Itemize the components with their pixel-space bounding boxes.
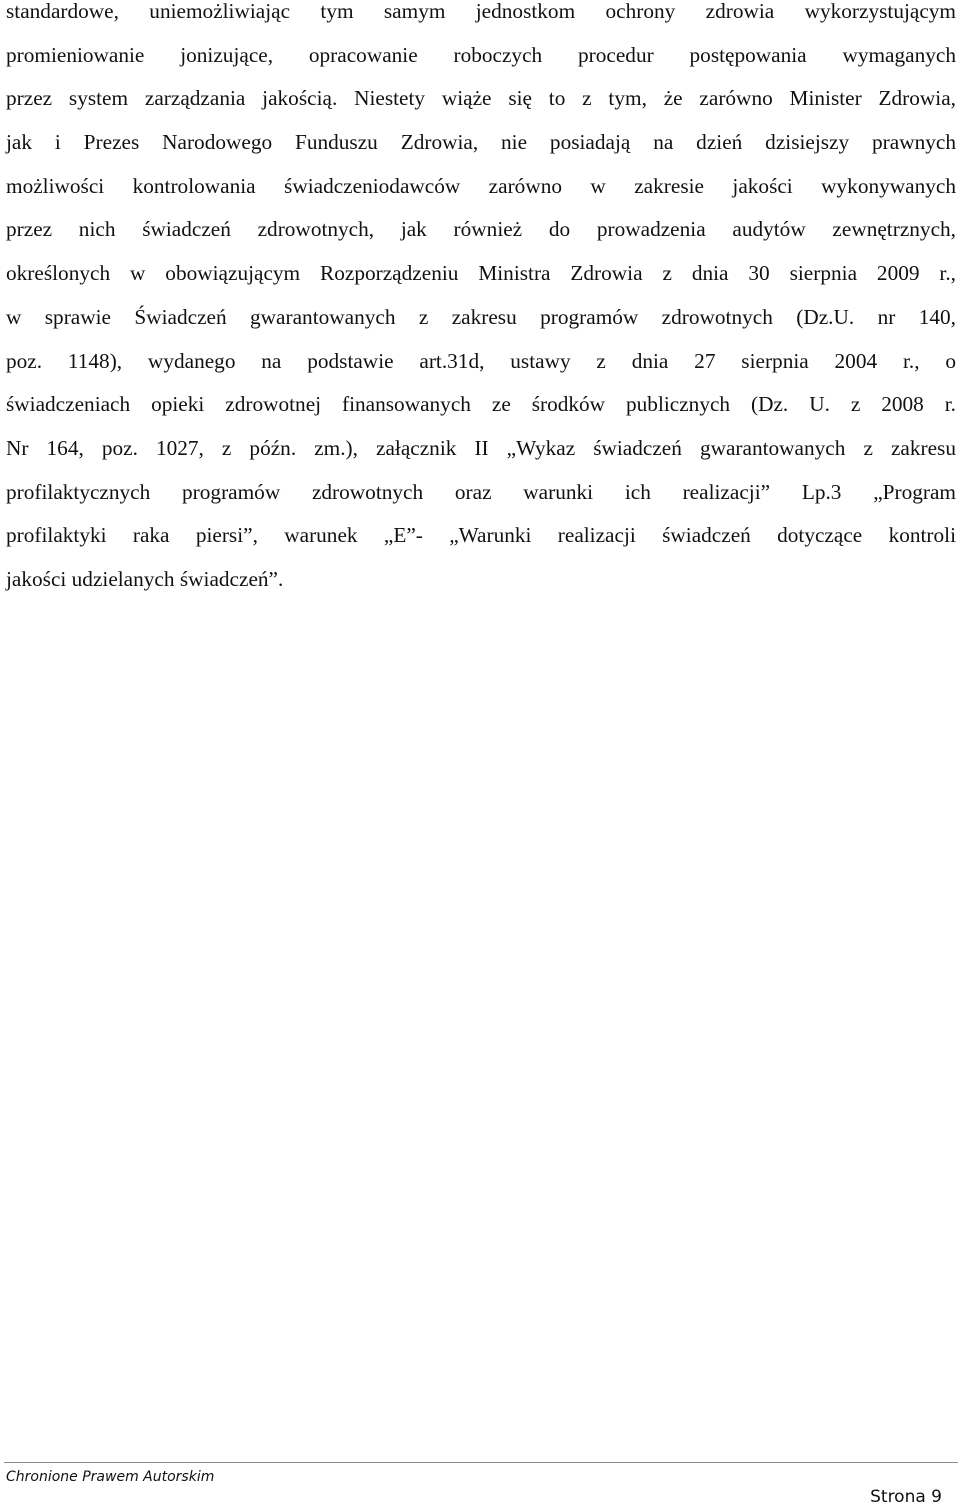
footer-divider [4, 1462, 958, 1463]
paragraph-line: przez nich świadczeń zdrowotnych, jak również do prowadzenia audytów zewnętrznych, [6, 217, 956, 242]
paragraph-line: w sprawie Świadczeń gwarantowanych z zakresu programów zdrowotnych (Dz.U. nr 140, [6, 304, 956, 329]
paragraph-line: możliwości kontrolowania świadczeniodawców zarówno w zakresie jakości wykonywanych [6, 173, 956, 198]
paragraph-line: profilaktycznych programów zdrowotnych oraz warunki ich realizacji” Lp.3 „Program [6, 479, 956, 504]
paragraph-line: poz. 1148), wydanego na podstawie art.31d, ustawy z dnia 27 sierpnia 2004 r., o [6, 348, 956, 373]
paragraph-line: przez system zarządzania jakością. Niestety wiąże się to z tym, że zarówno Minister Zdrowia, [6, 86, 956, 111]
paragraph-line: jak i Prezes Narodowego Funduszu Zdrowia, nie posiadają na dzień dzisiejszy prawnych [6, 130, 956, 155]
paragraph-line: określonych w obowiązującym Rozporządzeniu Ministra Zdrowia z dnia 30 sierpnia 2009 r., [6, 261, 956, 286]
paragraph-line: standardowe, uniemożliwiając tym samym jednostkom ochrony zdrowia wykorzystującym [6, 0, 956, 23]
paragraph-line: profilaktyki raka piersi”, warunek „E”- „Warunki realizacji świadczeń dotyczące kontroli [6, 523, 956, 548]
page-number: Strona 9 [870, 1487, 942, 1507]
paragraph-line: świadczeniach opieki zdrowotnej finansowanych ze środków publicznych (Dz. U. z 2008 r. [6, 392, 956, 417]
body-paragraph [6, 0, 956, 602]
paragraph-line: jakości udzielanych świadczeń”. [6, 566, 284, 591]
paragraph-line: promieniowanie jonizujące, opracowanie roboczych procedur postępowania wymaganych [6, 42, 956, 67]
footer-copyright: Chronione Prawem Autorskim [6, 1469, 215, 1485]
paragraph-line: Nr 164, poz. 1027, z późn. zm.), załącznik II „Wykaz świadczeń gwarantowanych z zakresu [6, 435, 956, 460]
